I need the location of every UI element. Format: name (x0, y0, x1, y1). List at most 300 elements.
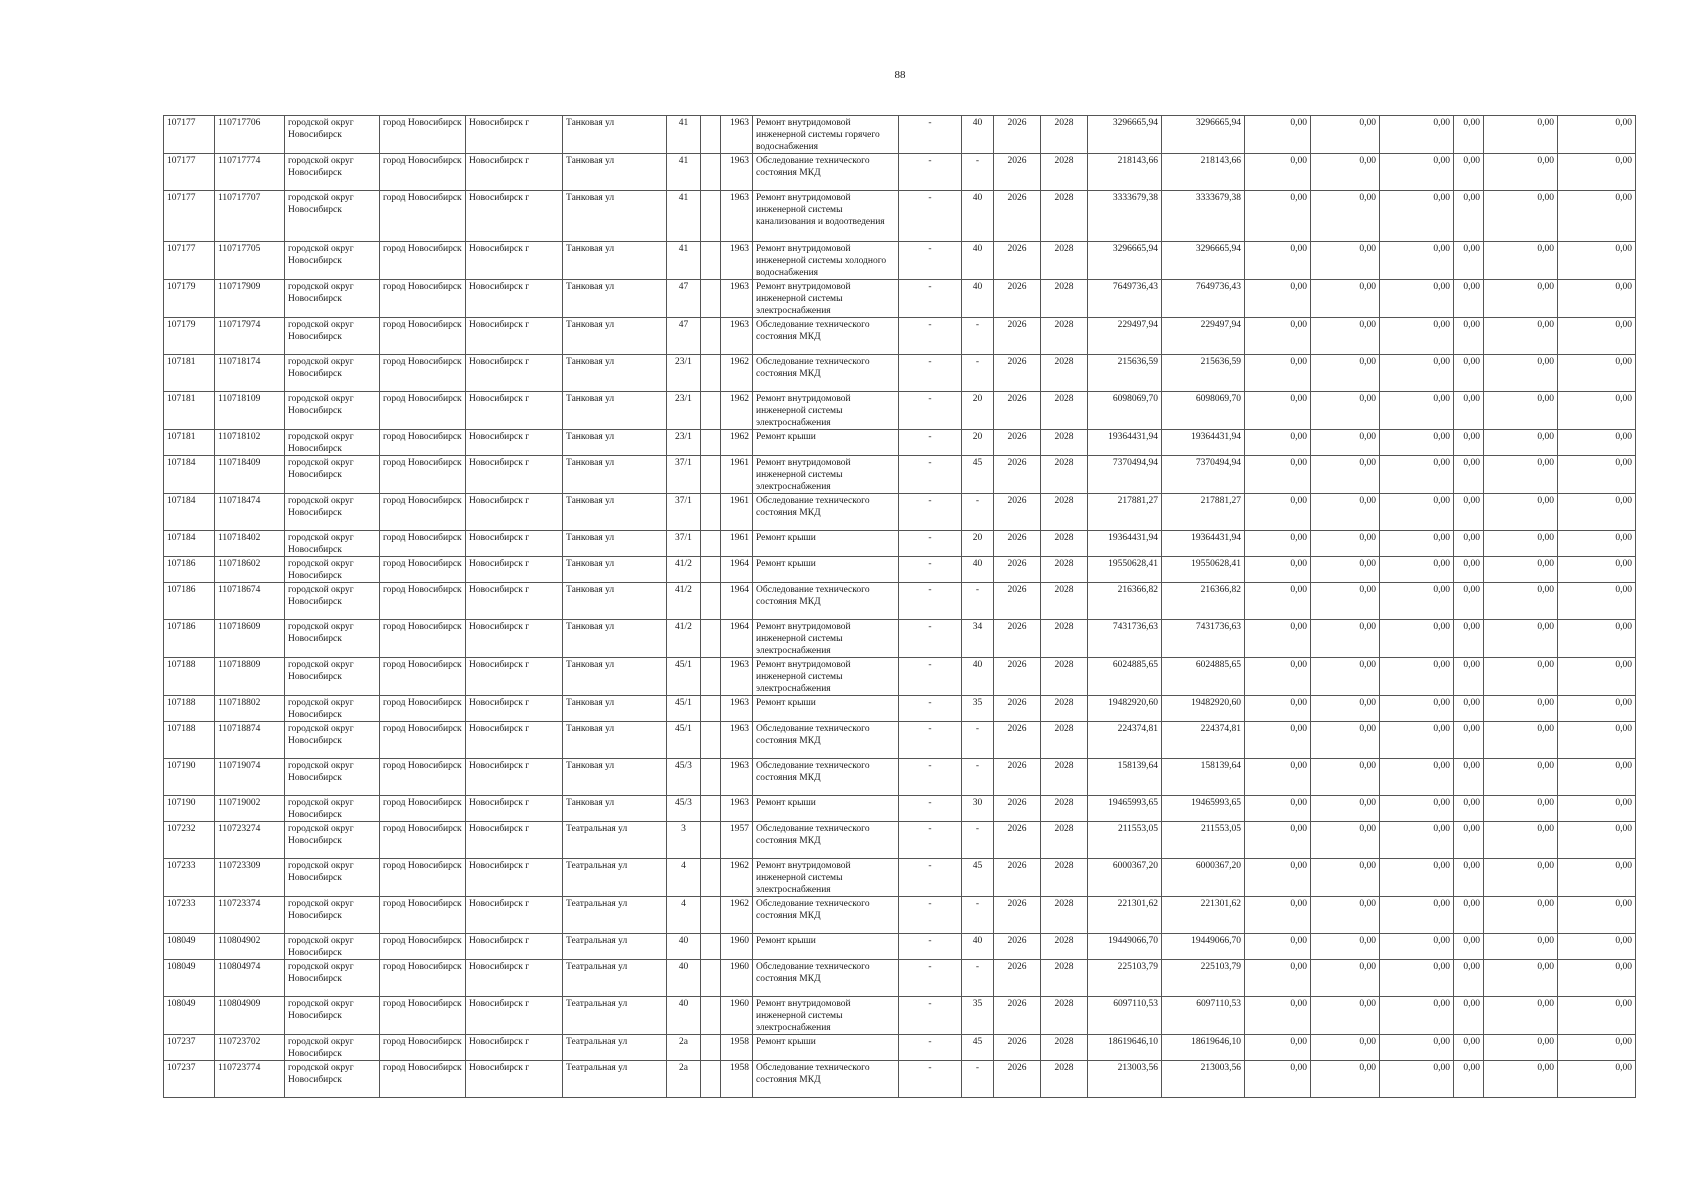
cell-house-number: 47 (667, 318, 701, 355)
cell-cost-fund: 3333679,38 (1162, 191, 1245, 242)
cell-empty-col: - (899, 1035, 962, 1061)
table-row (164, 997, 1636, 1035)
cell-term: - (962, 1061, 994, 1098)
cell-settlement: город Новосибирск (380, 116, 466, 154)
cell-cost-fund: 216366,82 (1162, 583, 1245, 620)
cell-amount-5: 0,00 (1484, 430, 1558, 456)
cell-work-id: 110718809 (215, 658, 285, 696)
cell-cost-fund: 19482920,60 (1162, 696, 1245, 722)
table-row (164, 796, 1636, 822)
cell-amount-4: 0,00 (1454, 796, 1484, 822)
cell-year-built: 1960 (721, 997, 753, 1035)
cell-amount-5: 0,00 (1484, 722, 1558, 759)
cell-term: 45 (962, 1035, 994, 1061)
cell-amount-3: 0,00 (1380, 280, 1454, 318)
table-row (164, 859, 1636, 897)
cell-term: 34 (962, 620, 994, 658)
cell-work-id: 110718609 (215, 620, 285, 658)
cell-work-id: 110804974 (215, 960, 285, 997)
cell-year-built: 1963 (721, 759, 753, 796)
cell-amount-4: 0,00 (1454, 154, 1484, 191)
cell-year-built: 1964 (721, 583, 753, 620)
cell-term: 20 (962, 392, 994, 430)
table-row (164, 116, 1636, 154)
table-row (164, 392, 1636, 430)
cell-amount-6: 0,00 (1558, 392, 1636, 430)
cell-amount-2: 0,00 (1311, 722, 1380, 759)
cell-amount-6: 0,00 (1558, 658, 1636, 696)
cell-settlement: город Новосибирск (380, 154, 466, 191)
cell-row-id: 107186 (164, 620, 215, 658)
cell-end-year: 2028 (1041, 722, 1088, 759)
cell-cost-total: 6000367,20 (1088, 859, 1162, 897)
cell-settlement: город Новосибирск (380, 280, 466, 318)
cell-building (701, 1035, 721, 1061)
cell-end-year: 2028 (1041, 557, 1088, 583)
cell-year-built: 1963 (721, 116, 753, 154)
cell-amount-6: 0,00 (1558, 696, 1636, 722)
cell-building (701, 934, 721, 960)
cell-building (701, 116, 721, 154)
cell-amount-5: 0,00 (1484, 494, 1558, 531)
cell-street: Театральная ул (563, 859, 667, 897)
cell-amount-5: 0,00 (1484, 154, 1558, 191)
cell-city: Новосибирск г (466, 822, 563, 859)
cell-empty-col: - (899, 759, 962, 796)
cell-end-year: 2028 (1041, 392, 1088, 430)
cell-settlement: город Новосибирск (380, 722, 466, 759)
cell-start-year: 2026 (994, 355, 1041, 392)
cell-year-built: 1960 (721, 934, 753, 960)
cell-work-id: 110717705 (215, 242, 285, 280)
table-row (164, 583, 1636, 620)
cell-building (701, 997, 721, 1035)
cell-city: Новосибирск г (466, 280, 563, 318)
cell-year-built: 1957 (721, 822, 753, 859)
cell-building (701, 722, 721, 759)
cell-start-year: 2026 (994, 456, 1041, 494)
cell-cost-fund: 215636,59 (1162, 355, 1245, 392)
cell-term: 30 (962, 796, 994, 822)
cell-amount-5: 0,00 (1484, 1035, 1558, 1061)
cell-term: - (962, 897, 994, 934)
cell-row-id: 107232 (164, 822, 215, 859)
cell-amount-6: 0,00 (1558, 242, 1636, 280)
cell-amount-4: 0,00 (1454, 318, 1484, 355)
cell-work-id: 110723774 (215, 1061, 285, 1098)
cell-district: городской округ Новосибирск (285, 859, 380, 897)
cell-district: городской округ Новосибирск (285, 531, 380, 557)
cell-building (701, 658, 721, 696)
cell-street: Танковая ул (563, 531, 667, 557)
cell-amount-4: 0,00 (1454, 658, 1484, 696)
cell-amount-1: 0,00 (1245, 557, 1311, 583)
cell-amount-4: 0,00 (1454, 997, 1484, 1035)
cell-start-year: 2026 (994, 531, 1041, 557)
cell-row-id: 107181 (164, 392, 215, 430)
cell-start-year: 2026 (994, 1061, 1041, 1098)
cell-amount-1: 0,00 (1245, 456, 1311, 494)
cell-amount-6: 0,00 (1558, 722, 1636, 759)
cell-settlement: город Новосибирск (380, 759, 466, 796)
cell-amount-3: 0,00 (1380, 392, 1454, 430)
cell-row-id: 107186 (164, 583, 215, 620)
cell-district: городской округ Новосибирск (285, 242, 380, 280)
cell-building (701, 494, 721, 531)
cell-amount-6: 0,00 (1558, 620, 1636, 658)
cell-year-built: 1963 (721, 722, 753, 759)
cell-end-year: 2028 (1041, 430, 1088, 456)
cell-city: Новосибирск г (466, 1061, 563, 1098)
cell-amount-1: 0,00 (1245, 1035, 1311, 1061)
cell-house-number: 4 (667, 897, 701, 934)
cell-row-id: 108049 (164, 997, 215, 1035)
cell-term: 35 (962, 696, 994, 722)
cell-work-id: 110717774 (215, 154, 285, 191)
cell-amount-5: 0,00 (1484, 696, 1558, 722)
cell-building (701, 318, 721, 355)
cell-city: Новосибирск г (466, 355, 563, 392)
cell-street: Танковая ул (563, 392, 667, 430)
table-row (164, 620, 1636, 658)
cell-city: Новосибирск г (466, 997, 563, 1035)
cell-year-built: 1962 (721, 897, 753, 934)
cell-settlement: город Новосибирск (380, 1061, 466, 1098)
cell-amount-5: 0,00 (1484, 960, 1558, 997)
cell-city: Новосибирск г (466, 934, 563, 960)
cell-row-id: 107184 (164, 531, 215, 557)
cell-cost-total: 6024885,65 (1088, 658, 1162, 696)
cell-term: - (962, 494, 994, 531)
cell-amount-1: 0,00 (1245, 934, 1311, 960)
cell-amount-2: 0,00 (1311, 531, 1380, 557)
cell-row-id: 107181 (164, 430, 215, 456)
cell-amount-6: 0,00 (1558, 318, 1636, 355)
cell-amount-6: 0,00 (1558, 859, 1636, 897)
cell-work-type: Обследование технического состояния МКД (753, 897, 899, 934)
cell-empty-col: - (899, 154, 962, 191)
cell-settlement: город Новосибирск (380, 822, 466, 859)
cell-empty-col: - (899, 1061, 962, 1098)
cell-cost-total: 19449066,70 (1088, 934, 1162, 960)
cell-row-id: 108049 (164, 934, 215, 960)
cell-amount-3: 0,00 (1380, 430, 1454, 456)
cell-work-id: 110804902 (215, 934, 285, 960)
cell-amount-6: 0,00 (1558, 997, 1636, 1035)
cell-row-id: 107179 (164, 318, 215, 355)
cell-amount-2: 0,00 (1311, 154, 1380, 191)
cell-start-year: 2026 (994, 494, 1041, 531)
cell-settlement: город Новосибирск (380, 456, 466, 494)
cell-row-id: 107177 (164, 116, 215, 154)
cell-house-number: 40 (667, 997, 701, 1035)
cell-settlement: город Новосибирск (380, 796, 466, 822)
cell-street: Театральная ул (563, 822, 667, 859)
cell-amount-5: 0,00 (1484, 897, 1558, 934)
cell-work-type: Ремонт внутридомовой инженерной системы электроснабжения (753, 997, 899, 1035)
cell-cost-fund: 225103,79 (1162, 960, 1245, 997)
cell-amount-5: 0,00 (1484, 191, 1558, 242)
cell-district: городской округ Новосибирск (285, 620, 380, 658)
cell-year-built: 1963 (721, 696, 753, 722)
cell-amount-3: 0,00 (1380, 796, 1454, 822)
cell-work-type: Обследование технического состояния МКД (753, 583, 899, 620)
cell-amount-1: 0,00 (1245, 960, 1311, 997)
cell-amount-3: 0,00 (1380, 859, 1454, 897)
cell-house-number: 40 (667, 934, 701, 960)
cell-amount-2: 0,00 (1311, 116, 1380, 154)
cell-district: городской округ Новосибирск (285, 897, 380, 934)
cell-amount-6: 0,00 (1558, 796, 1636, 822)
cell-amount-3: 0,00 (1380, 116, 1454, 154)
cell-house-number: 3 (667, 822, 701, 859)
cell-cost-fund: 19465993,65 (1162, 796, 1245, 822)
cell-district: городской округ Новосибирск (285, 280, 380, 318)
cell-amount-2: 0,00 (1311, 997, 1380, 1035)
cell-amount-4: 0,00 (1454, 494, 1484, 531)
cell-cost-total: 216366,82 (1088, 583, 1162, 620)
cell-amount-4: 0,00 (1454, 583, 1484, 620)
cell-year-built: 1963 (721, 191, 753, 242)
table-row (164, 355, 1636, 392)
cell-empty-col: - (899, 242, 962, 280)
cell-amount-6: 0,00 (1558, 494, 1636, 531)
cell-work-type: Ремонт внутридомовой инженерной системы электроснабжения (753, 620, 899, 658)
cell-street: Танковая ул (563, 722, 667, 759)
cell-work-type: Ремонт крыши (753, 557, 899, 583)
cell-cost-fund: 217881,27 (1162, 494, 1245, 531)
cell-amount-5: 0,00 (1484, 456, 1558, 494)
cell-amount-3: 0,00 (1380, 318, 1454, 355)
cell-city: Новосибирск г (466, 191, 563, 242)
cell-street: Танковая ул (563, 280, 667, 318)
cell-empty-col: - (899, 822, 962, 859)
cell-work-type: Обследование технического состояния МКД (753, 318, 899, 355)
cell-year-built: 1962 (721, 430, 753, 456)
cell-house-number: 41 (667, 154, 701, 191)
cell-district: городской округ Новосибирск (285, 997, 380, 1035)
cell-start-year: 2026 (994, 859, 1041, 897)
cell-empty-col: - (899, 494, 962, 531)
cell-amount-6: 0,00 (1558, 456, 1636, 494)
cell-amount-5: 0,00 (1484, 280, 1558, 318)
cell-end-year: 2028 (1041, 997, 1088, 1035)
cell-amount-2: 0,00 (1311, 583, 1380, 620)
cell-work-id: 110723309 (215, 859, 285, 897)
cell-amount-1: 0,00 (1245, 759, 1311, 796)
cell-cost-fund: 213003,56 (1162, 1061, 1245, 1098)
cell-house-number: 41/2 (667, 557, 701, 583)
cell-start-year: 2026 (994, 583, 1041, 620)
cell-amount-2: 0,00 (1311, 318, 1380, 355)
table-row (164, 759, 1636, 796)
cell-amount-3: 0,00 (1380, 1061, 1454, 1098)
cell-amount-2: 0,00 (1311, 191, 1380, 242)
cell-settlement: город Новосибирск (380, 620, 466, 658)
cell-cost-fund: 6000367,20 (1162, 859, 1245, 897)
cell-house-number: 23/1 (667, 430, 701, 456)
cell-house-number: 41 (667, 242, 701, 280)
cell-start-year: 2026 (994, 116, 1041, 154)
cell-term: 20 (962, 531, 994, 557)
cell-row-id: 107237 (164, 1061, 215, 1098)
cell-work-id: 110718874 (215, 722, 285, 759)
cell-amount-5: 0,00 (1484, 620, 1558, 658)
cell-district: городской округ Новосибирск (285, 960, 380, 997)
cell-cost-fund: 211553,05 (1162, 822, 1245, 859)
cell-work-type: Обследование технического состояния МКД (753, 355, 899, 392)
cell-amount-1: 0,00 (1245, 392, 1311, 430)
cell-house-number: 23/1 (667, 392, 701, 430)
cell-end-year: 2028 (1041, 154, 1088, 191)
cell-year-built: 1961 (721, 456, 753, 494)
cell-amount-1: 0,00 (1245, 191, 1311, 242)
cell-end-year: 2028 (1041, 494, 1088, 531)
cell-amount-1: 0,00 (1245, 897, 1311, 934)
cell-house-number: 41/2 (667, 583, 701, 620)
cell-amount-3: 0,00 (1380, 696, 1454, 722)
cell-city: Новосибирск г (466, 859, 563, 897)
cell-amount-3: 0,00 (1380, 658, 1454, 696)
table-row (164, 242, 1636, 280)
cell-term: - (962, 318, 994, 355)
cell-empty-col: - (899, 696, 962, 722)
cell-row-id: 107188 (164, 696, 215, 722)
cell-amount-4: 0,00 (1454, 822, 1484, 859)
cell-row-id: 108049 (164, 960, 215, 997)
cell-city: Новосибирск г (466, 583, 563, 620)
cell-city: Новосибирск г (466, 494, 563, 531)
cell-settlement: город Новосибирск (380, 430, 466, 456)
cell-start-year: 2026 (994, 430, 1041, 456)
cell-empty-col: - (899, 722, 962, 759)
cell-house-number: 47 (667, 280, 701, 318)
cell-settlement: город Новосибирск (380, 191, 466, 242)
cell-amount-6: 0,00 (1558, 154, 1636, 191)
cell-start-year: 2026 (994, 557, 1041, 583)
cell-amount-1: 0,00 (1245, 822, 1311, 859)
cell-start-year: 2026 (994, 822, 1041, 859)
cell-work-type: Ремонт внутридомовой инженерной системы электроснабжения (753, 392, 899, 430)
cell-amount-5: 0,00 (1484, 392, 1558, 430)
cell-cost-total: 19364431,94 (1088, 430, 1162, 456)
cell-cost-total: 19550628,41 (1088, 557, 1162, 583)
cell-term: - (962, 583, 994, 620)
cell-house-number: 41/2 (667, 620, 701, 658)
cell-work-id: 110723374 (215, 897, 285, 934)
cell-year-built: 1961 (721, 531, 753, 557)
cell-end-year: 2028 (1041, 191, 1088, 242)
cell-settlement: город Новосибирск (380, 392, 466, 430)
cell-start-year: 2026 (994, 722, 1041, 759)
cell-cost-fund: 229497,94 (1162, 318, 1245, 355)
cell-city: Новосибирск г (466, 759, 563, 796)
cell-term: 40 (962, 242, 994, 280)
cell-district: городской округ Новосибирск (285, 430, 380, 456)
cell-amount-2: 0,00 (1311, 494, 1380, 531)
cell-building (701, 355, 721, 392)
table-row (164, 722, 1636, 759)
cell-term: - (962, 822, 994, 859)
cell-term: 35 (962, 997, 994, 1035)
cell-amount-4: 0,00 (1454, 392, 1484, 430)
cell-cost-total: 3333679,38 (1088, 191, 1162, 242)
cell-amount-5: 0,00 (1484, 796, 1558, 822)
cell-district: городской округ Новосибирск (285, 318, 380, 355)
table-row (164, 430, 1636, 456)
cell-end-year: 2028 (1041, 934, 1088, 960)
cell-row-id: 107177 (164, 242, 215, 280)
cell-amount-3: 0,00 (1380, 759, 1454, 796)
cell-district: городской округ Новосибирск (285, 116, 380, 154)
cell-end-year: 2028 (1041, 897, 1088, 934)
cell-house-number: 45/1 (667, 658, 701, 696)
cell-amount-4: 0,00 (1454, 722, 1484, 759)
cell-amount-1: 0,00 (1245, 583, 1311, 620)
cell-amount-3: 0,00 (1380, 242, 1454, 280)
cell-work-type: Обследование технического состояния МКД (753, 722, 899, 759)
cell-street: Танковая ул (563, 557, 667, 583)
cell-building (701, 392, 721, 430)
cell-settlement: город Новосибирск (380, 531, 466, 557)
cell-cost-total: 217881,27 (1088, 494, 1162, 531)
cell-term: 40 (962, 934, 994, 960)
cell-amount-2: 0,00 (1311, 960, 1380, 997)
cell-settlement: город Новосибирск (380, 897, 466, 934)
cell-settlement: город Новосибирск (380, 318, 466, 355)
table-row (164, 1061, 1636, 1098)
cell-district: городской округ Новосибирск (285, 355, 380, 392)
cell-city: Новосибирск г (466, 392, 563, 430)
cell-street: Театральная ул (563, 897, 667, 934)
cell-amount-3: 0,00 (1380, 154, 1454, 191)
cell-street: Танковая ул (563, 696, 667, 722)
cell-street: Танковая ул (563, 430, 667, 456)
cell-cost-total: 221301,62 (1088, 897, 1162, 934)
cell-start-year: 2026 (994, 191, 1041, 242)
cell-work-type: Ремонт крыши (753, 796, 899, 822)
cell-amount-4: 0,00 (1454, 696, 1484, 722)
cell-end-year: 2028 (1041, 531, 1088, 557)
cell-row-id: 107186 (164, 557, 215, 583)
cell-row-id: 107184 (164, 456, 215, 494)
cell-amount-5: 0,00 (1484, 318, 1558, 355)
cell-city: Новосибирск г (466, 116, 563, 154)
cell-year-built: 1958 (721, 1035, 753, 1061)
cell-amount-1: 0,00 (1245, 722, 1311, 759)
cell-cost-total: 225103,79 (1088, 960, 1162, 997)
cell-cost-total: 7370494,94 (1088, 456, 1162, 494)
cell-year-built: 1958 (721, 1061, 753, 1098)
cell-amount-5: 0,00 (1484, 658, 1558, 696)
cell-cost-total: 218143,66 (1088, 154, 1162, 191)
cell-empty-col: - (899, 355, 962, 392)
cell-amount-1: 0,00 (1245, 280, 1311, 318)
program-table (163, 115, 1636, 1098)
cell-settlement: город Новосибирск (380, 242, 466, 280)
cell-start-year: 2026 (994, 620, 1041, 658)
cell-district: городской округ Новосибирск (285, 392, 380, 430)
cell-amount-2: 0,00 (1311, 759, 1380, 796)
cell-amount-2: 0,00 (1311, 620, 1380, 658)
cell-row-id: 107181 (164, 355, 215, 392)
cell-street: Танковая ул (563, 796, 667, 822)
cell-term: 40 (962, 280, 994, 318)
cell-city: Новосибирск г (466, 796, 563, 822)
cell-city: Новосибирск г (466, 658, 563, 696)
cell-end-year: 2028 (1041, 355, 1088, 392)
cell-amount-2: 0,00 (1311, 430, 1380, 456)
